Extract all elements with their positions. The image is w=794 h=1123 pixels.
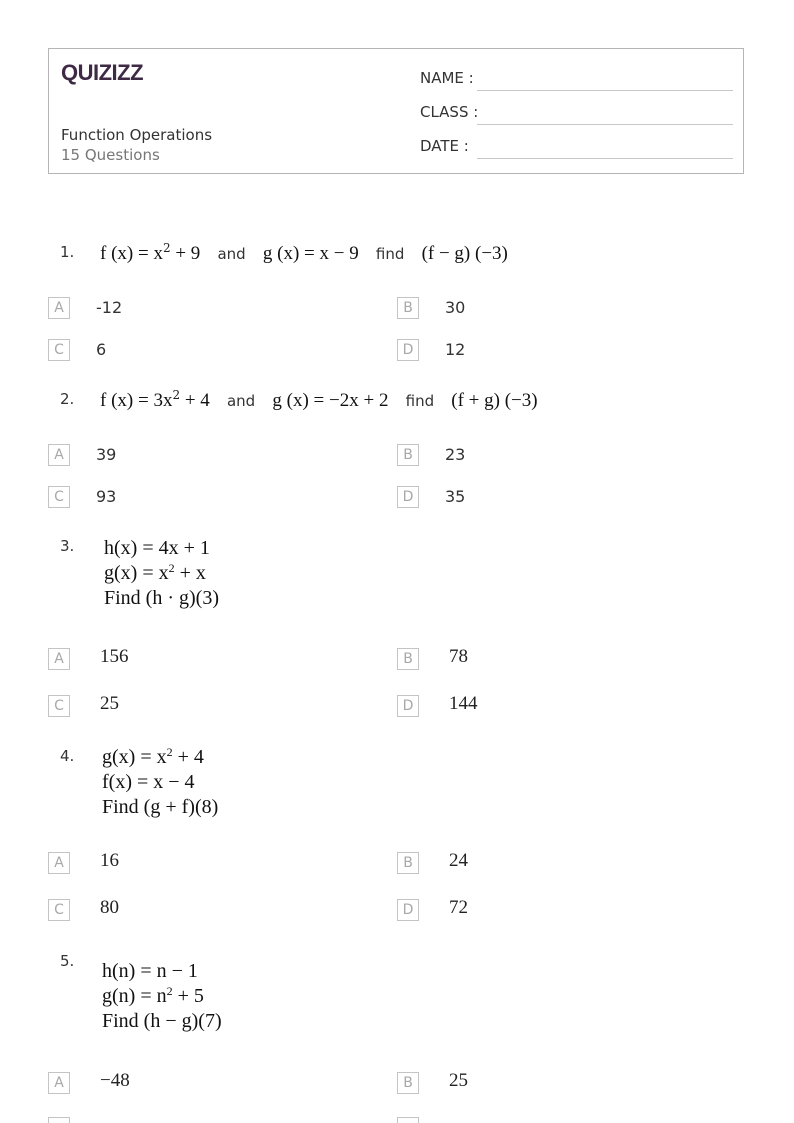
- option-d-text: 144: [449, 693, 478, 714]
- option-a-box[interactable]: A: [48, 648, 70, 670]
- svg-text:QUIZIZZ: QUIZIZZ: [61, 60, 144, 85]
- question-number: 1.: [60, 243, 75, 261]
- question-text: h(x) = 4x + 1 $g(x) = x^2 + x$ Find (h · g)(3): [104, 537, 219, 609]
- question-number: 3.: [60, 537, 75, 555]
- date-field[interactable]: [477, 158, 733, 159]
- question-text: h(n) = n − 1 $g(n) = n^2 + 5$ Find (h − g)(7): [102, 960, 222, 1032]
- worksheet-title: Function Operations: [61, 126, 213, 144]
- option-c-box[interactable]: C: [48, 695, 70, 717]
- option-d-box[interactable]: D: [397, 486, 419, 508]
- option-a-box[interactable]: A: [48, 1072, 70, 1094]
- option-a-text: 39: [96, 445, 117, 464]
- name-field[interactable]: [477, 90, 733, 91]
- option-b-box[interactable]: B: [397, 852, 419, 874]
- option-b-text: 30: [445, 298, 466, 317]
- option-d-box-partial[interactable]: [397, 1117, 419, 1123]
- option-c-text: 93: [96, 487, 117, 506]
- date-label: DATE :: [420, 137, 469, 155]
- option-b-box[interactable]: B: [397, 648, 419, 670]
- name-label: NAME :: [420, 69, 474, 87]
- option-c-box-partial[interactable]: [48, 1117, 70, 1123]
- option-b-text: 24: [449, 850, 468, 871]
- option-a-text: 156: [100, 646, 129, 667]
- question-number: 4.: [60, 747, 75, 765]
- option-c-text: 6: [96, 340, 107, 359]
- option-b-text: 78: [449, 646, 468, 667]
- option-b-text: 23: [445, 445, 466, 464]
- option-b-box[interactable]: B: [397, 297, 419, 319]
- option-a-text: -12: [96, 298, 123, 317]
- option-a-box[interactable]: A: [48, 852, 70, 874]
- question-number: 2.: [60, 390, 75, 408]
- option-b-box[interactable]: B: [397, 444, 419, 466]
- option-d-text: 35: [445, 487, 466, 506]
- option-d-text: 72: [449, 897, 468, 918]
- question-text: f $(x) = 3x^2 + 4$ and g (x) = −2x + 2 find (f + g) (−3): [100, 388, 538, 411]
- option-d-box[interactable]: D: [397, 695, 419, 717]
- option-c-box[interactable]: C: [48, 339, 70, 361]
- question-count: 15 Questions: [61, 146, 160, 164]
- option-b-box[interactable]: B: [397, 1072, 419, 1094]
- question-text: $g(x) = x^2 + 4$ f(x) = x − 4 Find (g + f)(8): [102, 745, 219, 818]
- quizizz-logo: [61, 58, 153, 86]
- option-d-text: 12: [445, 340, 466, 359]
- option-a-box[interactable]: A: [48, 297, 70, 319]
- option-b-text: 25: [449, 1070, 468, 1091]
- question-text: f $(x) = x^2 + 9$ and g (x) = x − 9 find (f − g) (−3): [100, 241, 508, 264]
- option-c-text: 80: [100, 897, 119, 918]
- question-number: 5.: [60, 952, 75, 970]
- option-d-box[interactable]: D: [397, 339, 419, 361]
- option-d-box[interactable]: D: [397, 899, 419, 921]
- option-c-box[interactable]: C: [48, 486, 70, 508]
- option-a-text: −48: [100, 1070, 130, 1091]
- class-field[interactable]: [477, 124, 733, 125]
- option-c-box[interactable]: C: [48, 899, 70, 921]
- option-a-text: 16: [100, 850, 119, 871]
- class-label: CLASS :: [420, 103, 479, 121]
- worksheet-header: [48, 48, 744, 174]
- option-c-text: 25: [100, 693, 119, 714]
- option-a-box[interactable]: A: [48, 444, 70, 466]
